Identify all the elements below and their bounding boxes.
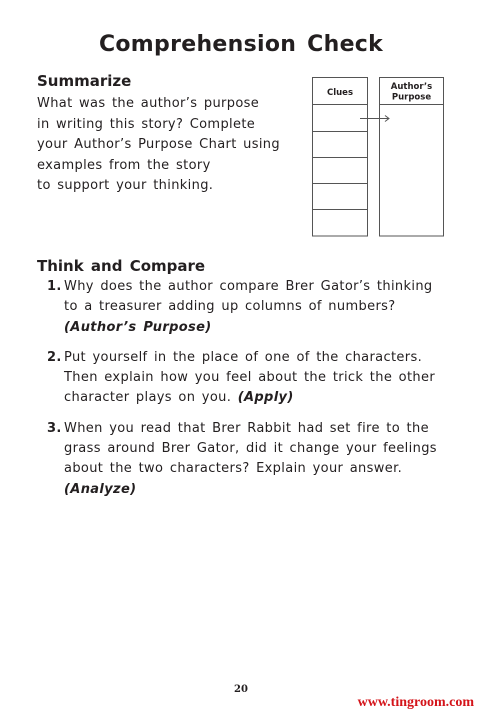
watermark: www.tingroom.com [357,695,474,710]
question-number: 2. [47,349,62,365]
question-line: When you read that Brer Rabbit had set fire to the [64,420,429,436]
summarize-line: in writing this story? Complete [37,116,256,132]
question-line: character plays on you. [64,390,232,406]
purpose-header-line: Purpose [391,92,432,103]
question-line: Why does the author compare Brer Gator’s thinking [64,279,433,294]
question-line: Then explain how you feel about the trick the other [64,370,436,386]
think-and-compare-heading: Think and Compare [37,257,206,275]
clues-header: Clues [326,88,354,98]
summarize-line: examples from the story [37,157,211,173]
question-line: about the two characters? Explain your answer. [64,461,403,477]
authors-purpose-chart [312,77,444,237]
question-list [37,277,437,500]
summarize-line: to support your thinking. [37,178,214,193]
purpose-header-line: Author’s [390,82,433,92]
question-skill-tag: (Author’s Purpose) [64,319,212,335]
summarize-line: What was the author’s purpose [37,96,260,111]
summarize-prompt [37,94,307,197]
question-skill-tag: (Analyze) [64,481,137,497]
page-title: Comprehension Check [98,32,384,57]
question-skill-tag: (Apply) [237,390,294,406]
question-item [37,419,437,500]
summarize-heading: Summarize [37,72,132,90]
clues-column-frame [313,78,368,237]
question-item [37,348,437,409]
question-line: to a treasurer adding up columns of numbers? [64,299,396,315]
question-line: grass around Brer Gator, did it change your feelings [64,441,437,457]
summarize-line: your Author’s Purpose Chart using [37,137,280,152]
page-number: 20 [234,684,248,695]
question-number: 3. [47,420,62,436]
arrow-right-icon [360,116,389,122]
question-item [37,277,437,338]
question-number: 1. [47,279,62,294]
question-line: Put yourself in the place of one of the characters. [64,349,423,365]
